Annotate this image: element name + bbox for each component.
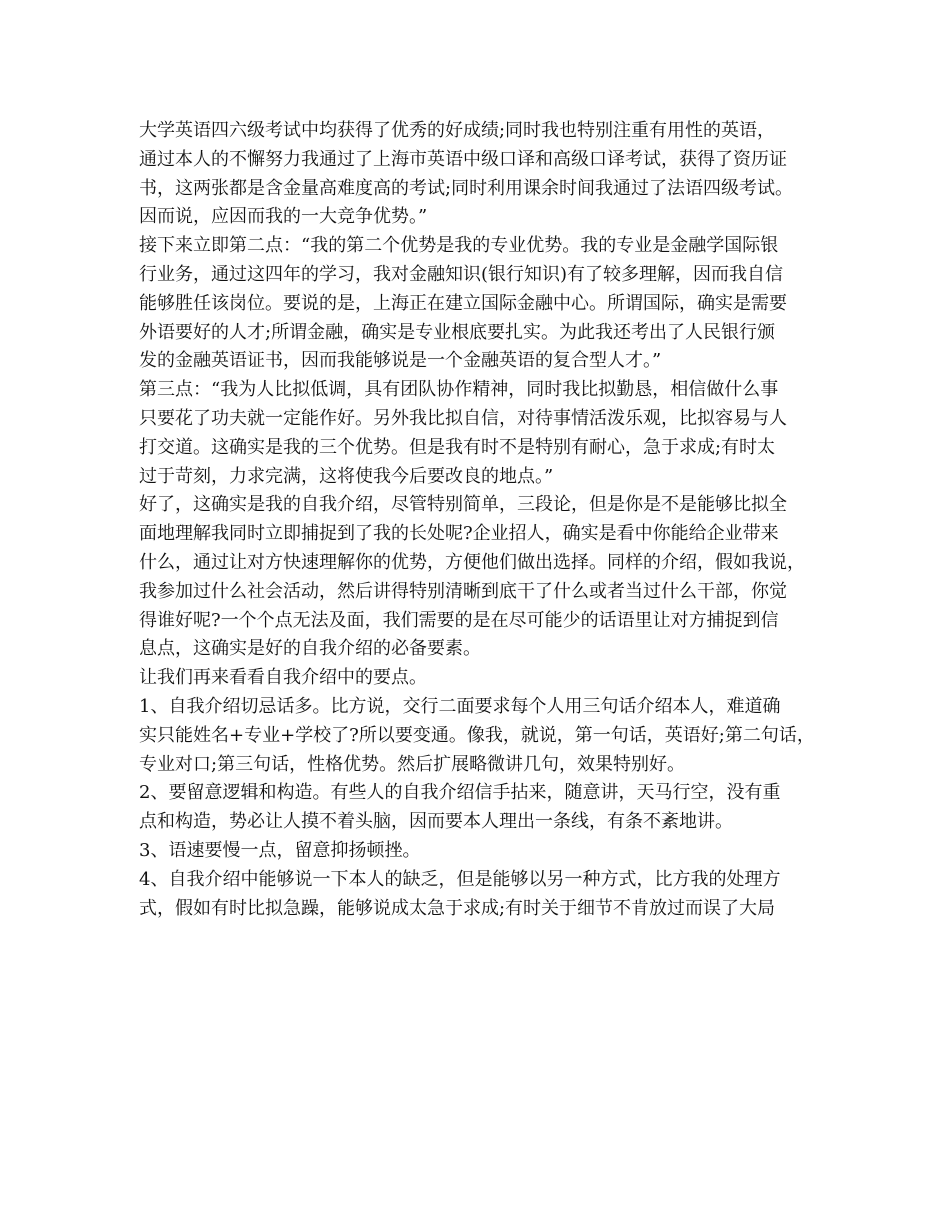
text-line: 4、自我介绍中能够说一下本人的缺乏，但是能够以另一种方式，比方我的处理方: [139, 868, 781, 890]
text-line: 发的金融英语证书，因而我能够说是一个金融英语的复合型人才。”: [139, 350, 662, 372]
text-line: 外语要好的人才;所谓金融，确实是专业根底要扎实。为此我还考出了人民银行颁: [139, 321, 776, 343]
text-line: 第三点：“我为人比拟低调，具有团队协作精神，同时我比拟勤恳，相信做什么事: [139, 379, 779, 401]
text-line: 1、自我介绍切忌话多。比方说，交行二面要求每个人用三句话介绍本人，难道确: [139, 695, 781, 717]
text-line: 打交道。这确实是我的三个优势。但是我有时不是特别有耐心，急于求成;有时太: [139, 436, 776, 458]
text-line: 2、要留意逻辑和构造。有些人的自我介绍信手拈来，随意讲，天马行空，没有重: [139, 782, 781, 804]
text-line: 接下来立即第二点：“我的第二个优势是我的专业优势。我的专业是金融学国际银: [139, 235, 779, 257]
text-line: 能够胜任该岗位。要说的是，上海正在建立国际金融中心。所谓国际，确实是需要: [139, 292, 787, 314]
text-line: 过于苛刻，力求完满，这将使我今后要改良的地点。”: [139, 465, 554, 487]
text-line: 通过本人的不懈努力我通过了上海市英语中级口译和高级口译考试，获得了资历证: [139, 148, 787, 170]
text-line: 面地理解我同时立即捕捉到了我的长处呢?企业招人，确实是看中你能给企业带来: [139, 523, 779, 545]
text-line: 好了，这确实是我的自我介绍，尽管特别简单，三段论，但是你是不是能够比拟全: [139, 494, 787, 516]
text-line: 我参加过什么社会活动，然后讲得特别清晰到底干了什么或者当过什么干部，你觉: [139, 580, 787, 602]
text-line: 3、语速要慢一点，留意抑扬顿挫。: [139, 839, 421, 861]
text-line: 书，这两张都是含金量高难度高的考试;同时利用课余时间我通过了法语四级考试。: [139, 177, 794, 199]
text-line: 让我们再来看看自我介绍中的要点。: [139, 667, 427, 689]
text-line: 实只能姓名+专业+学校了?所以要变通。像我，就说，第一句话，英语好;第二句话，: [139, 724, 815, 746]
text-line: 得谁好呢?一个个点无法及面，我们需要的是在尽可能少的话语里让对方捕捉到信: [139, 609, 779, 631]
text-line: 专业对口;第三句话，性格优势。然后扩展略微讲几句，效果特别好。: [139, 753, 686, 775]
text-line: 大学英语四六级考试中均获得了优秀的好成绩;同时我也特别注重有用性的英语，: [139, 120, 776, 141]
text-line: 式，假如有时比拟急躁，能够说成太急于求成;有时关于细节不肯放过而误了大局: [139, 897, 776, 919]
text-line: 因而说，应因而我的一大竞争优势。”: [139, 206, 428, 228]
text-line: 行业务，通过这四年的学习，我对金融知识(银行知识)有了较多理解，因而我自信: [139, 263, 784, 285]
text-line: 只要花了功夫就一定能作好。另外我比拟自信，对待事情活泼乐观，比拟容易与人: [139, 407, 787, 429]
text-line: 息点，这确实是好的自我介绍的必备要素。: [139, 638, 481, 660]
document-body: [139, 117, 829, 923]
text-line: 什么，通过让对方快速理解你的优势，方便他们做出选择。同样的介绍，假如我说，: [139, 551, 805, 573]
text-line: 点和构造，势必让人摸不着头脑，因而要本人理出一条线，有条不紊地讲。: [139, 811, 733, 833]
